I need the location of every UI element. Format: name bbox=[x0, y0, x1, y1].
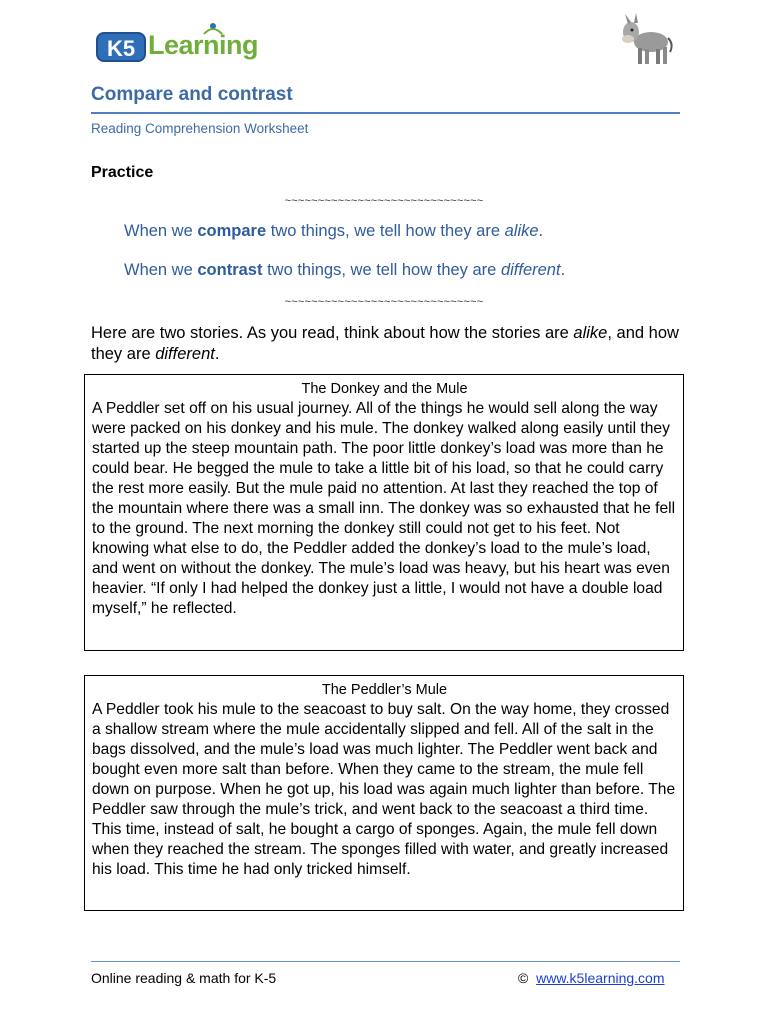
story-box-donkey-and-mule bbox=[84, 374, 684, 651]
story-text: A Peddler took his mule to the seacoast to buy salt. On the way home, they crossed a shallow stream where the mule accidentally slipped and fell. All of the salt in the bags dissolved, and the mule’s load was much lighter. The Peddler went back and bought even more salt than before. When they came to the stream, the mule fell down on purpose. When he got up, his load was again much lighter than before. The Peddler saw through the mule’s trick, and went back to the seacoast a third time. This time, instead of salt, he bought a cargo of sponges. Again, the mule fell down when they reached the stream. The sponges filled with water, and greatly increased his load. This time he had only tricked himself. bbox=[92, 701, 676, 878]
logo-wordmark: Learning bbox=[148, 30, 259, 60]
donkey-icon bbox=[618, 12, 676, 68]
logo-figure-icon bbox=[198, 22, 228, 36]
contrast-definition bbox=[124, 261, 565, 280]
copyright-symbol: © bbox=[518, 970, 529, 986]
intro-part2: , and how they are bbox=[91, 324, 679, 363]
contrast-keyword: contrast bbox=[197, 261, 263, 279]
intro-different: different bbox=[155, 345, 215, 363]
footer-divider bbox=[91, 961, 680, 962]
compare-definition bbox=[124, 222, 543, 241]
contrast-def-post: . bbox=[560, 261, 566, 279]
compare-def-pre: When we bbox=[124, 222, 198, 240]
intro-part1: Here are two stories. As you read, think about how the stories are bbox=[91, 324, 574, 342]
k5-badge: K5 bbox=[96, 32, 146, 62]
worksheet-subtitle: Reading Comprehension Worksheet bbox=[91, 121, 309, 136]
compare-keyword: compare bbox=[197, 222, 267, 240]
tilde-separator-bottom: ~~~~~~~~~~~~~~~~~~~~~~~~~~~~~~ bbox=[284, 296, 484, 308]
title-divider bbox=[91, 112, 680, 114]
tilde-separator-top: ~~~~~~~~~~~~~~~~~~~~~~~~~~~~~~ bbox=[284, 195, 484, 207]
compare-def-mid: two things, we tell how they are bbox=[266, 222, 505, 240]
intro-part3: . bbox=[214, 345, 220, 363]
website-link[interactable]: www.k5learning.com bbox=[536, 970, 665, 986]
story-box-peddlers-mule bbox=[84, 675, 684, 911]
footer-copyright bbox=[518, 970, 665, 986]
different-emphasis: different bbox=[500, 261, 561, 279]
instructions-paragraph bbox=[91, 323, 691, 365]
page-title: Compare and contrast bbox=[91, 84, 293, 105]
k5-learning-logo bbox=[93, 22, 263, 66]
compare-def-post: . bbox=[538, 222, 544, 240]
practice-heading: Practice bbox=[91, 164, 154, 181]
story-title: The Donkey and the Mule bbox=[301, 381, 468, 397]
footer-tagline: Online reading & math for K-5 bbox=[91, 970, 277, 986]
contrast-def-pre: When we bbox=[124, 261, 198, 279]
story-text: A Peddler set off on his usual journey. All of the things he would sell along the way were packed on his donkey and his mule. The donkey walked along easily until they started up the steep mountain path. The poor little donkey’s load was more than he could bear. He begged the mule to take a little bit of his load, so that he could carry the rest more easily. But the mule paid no attention. At last they reached the top of the mountain where there was a small inn. The donkey was so exhausted that he fell to the ground. The next morning the donkey still could not get to his feet. Not knowing what else to do, the Peddler added the donkey’s load to the mule’s load, and went on without the donkey. The mule’s load was heavy, but his heart was even heavier. “If only I had helped the donkey just a little, I would not have a double load myself,” he reflected. bbox=[92, 400, 676, 617]
intro-alike: alike bbox=[573, 324, 608, 342]
alike-emphasis: alike bbox=[504, 222, 539, 240]
contrast-def-mid: two things, we tell how they are bbox=[262, 261, 501, 279]
story-title: The Peddler’s Mule bbox=[321, 682, 448, 698]
